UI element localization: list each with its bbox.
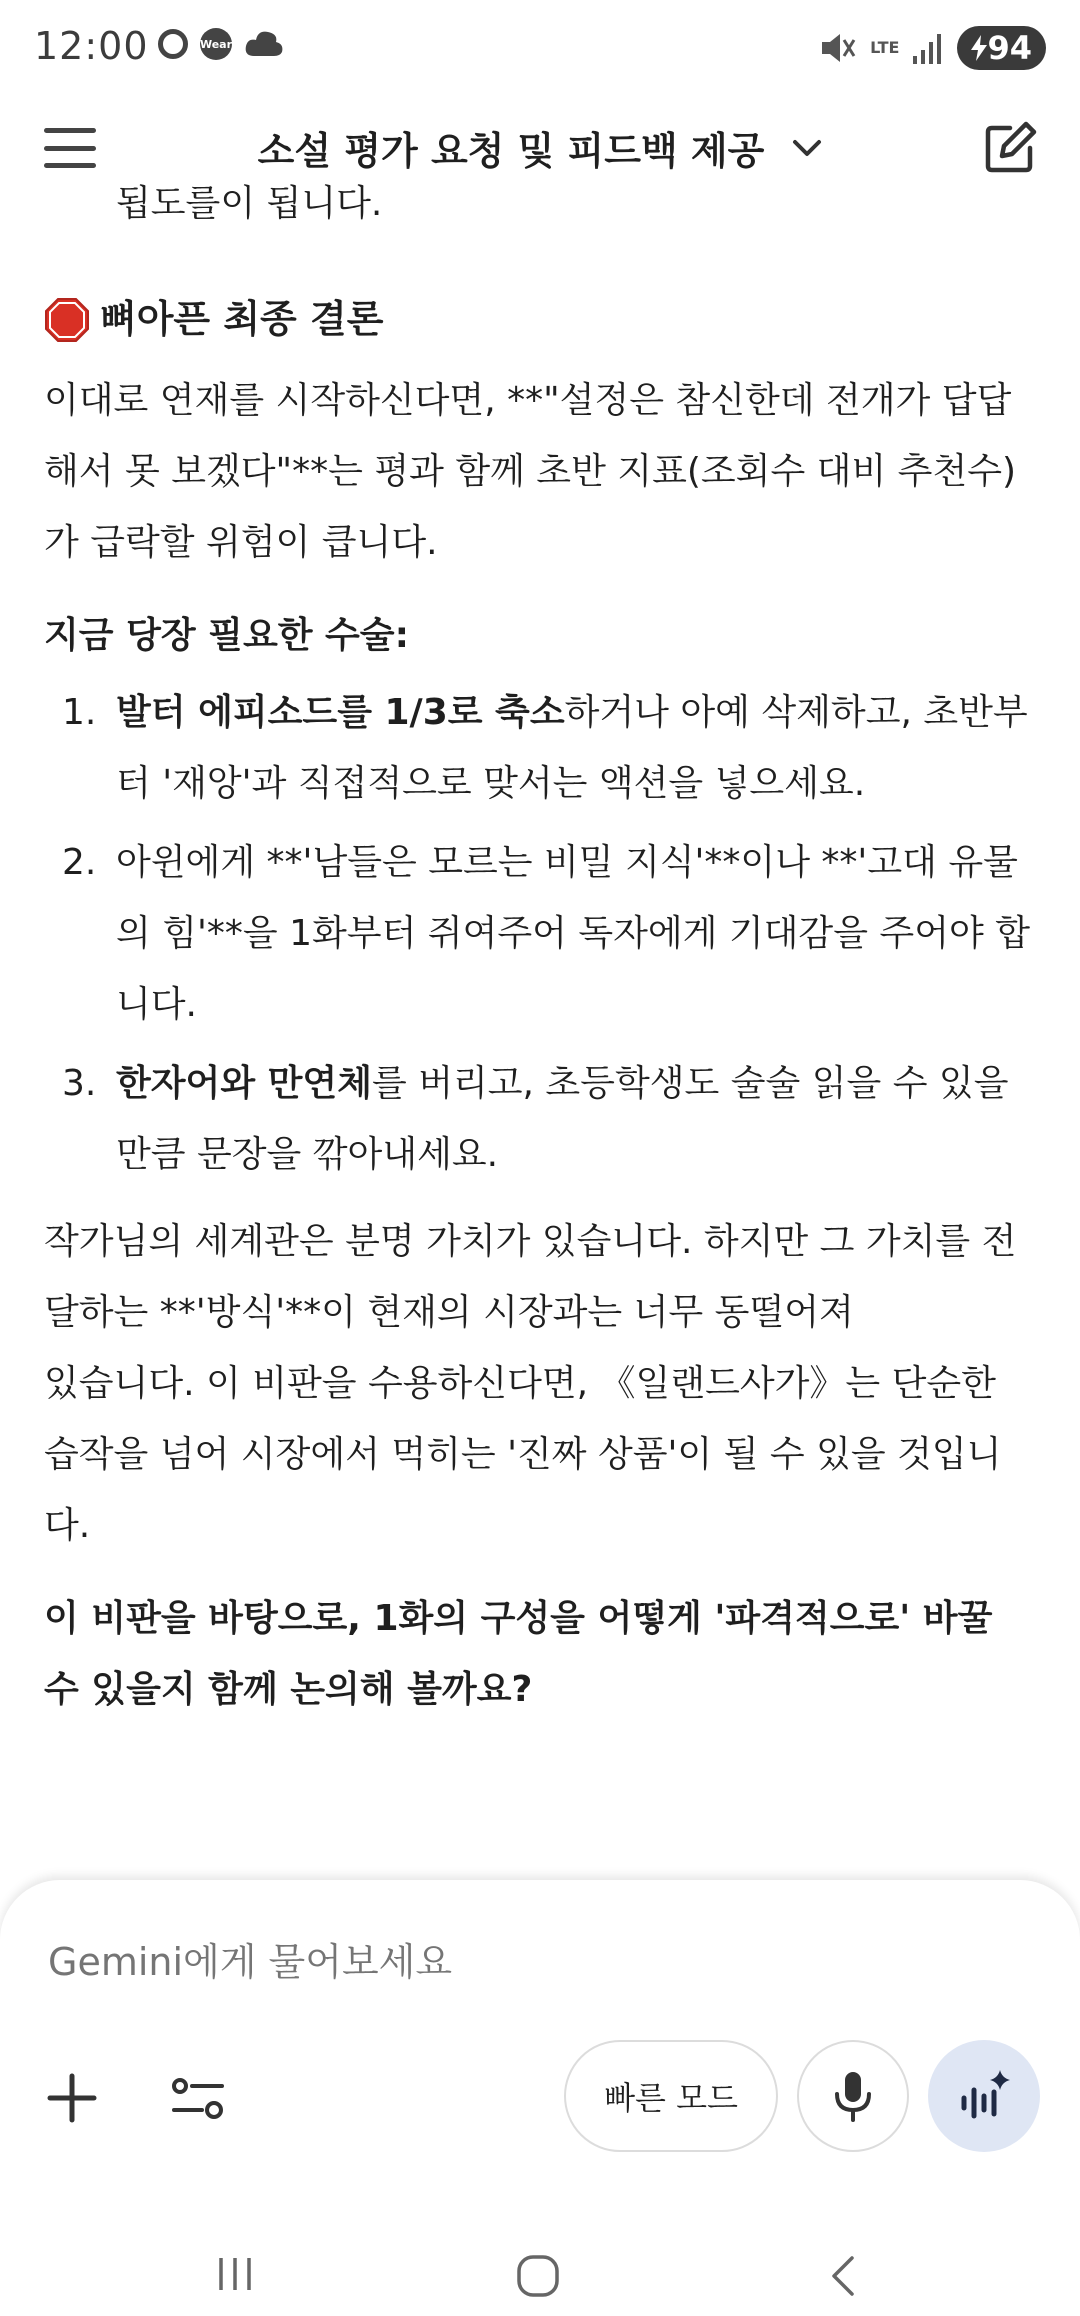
- charging-icon: [971, 35, 987, 61]
- chevron-down-icon: [792, 138, 822, 158]
- fast-mode-label: 빠른 모드: [604, 2079, 738, 2117]
- prompt-input[interactable]: [48, 1940, 948, 1984]
- list-item: [44, 827, 1039, 1040]
- list-number: 1.: [62, 692, 97, 733]
- prompt-panel: [0, 1880, 1080, 2200]
- list-item: [44, 677, 1039, 819]
- list-item: [44, 1048, 1039, 1190]
- wear-icon-label: Wear: [199, 37, 233, 51]
- system-nav-bar: [0, 2200, 1080, 2316]
- stop-sign-icon: [44, 297, 90, 343]
- cloud-icon: [244, 28, 284, 60]
- cut-off-text: 됩도를이 됩니다.: [116, 183, 383, 224]
- network-type: LTE: [870, 38, 900, 57]
- conversation-title: 소설 평가 요청 및 피드백 제공: [257, 129, 765, 173]
- notification-dot-icon: [158, 29, 188, 59]
- closing-question: 이 비판을 바탕으로, 1화의 구성을 어떻게 '파격적으로' 바꿀 수 있을지 함께 논의해 볼까요?: [44, 1598, 993, 1710]
- intro-paragraph: 이대로 연재를 시작하신다면, **"설정은 참신한데 전개가 답답해서 못 보겠다"**는 평과 함께 초반 지표(조회수 대비 추천수)가 급락할 위험이 큽니다.: [44, 380, 1017, 563]
- new-chat-edit-icon[interactable]: [980, 118, 1040, 178]
- live-button[interactable]: [928, 2040, 1040, 2152]
- list-text: 아윈에게 **'남들은 모르는 비밀 지식'**이나 **'고대 유물의 힘'**을 1화부터 쥐여주어 독자에게 기대감을 주어야 합니다.: [116, 842, 1030, 1025]
- status-bar: [0, 0, 1080, 96]
- steps-list: [44, 677, 1039, 1190]
- list-number: 3.: [62, 1063, 97, 1104]
- conversation-title-dropdown[interactable]: [0, 120, 1080, 175]
- microphone-button[interactable]: [797, 2040, 909, 2152]
- signal-icon: [913, 32, 943, 64]
- status-notification-icons: [158, 28, 284, 60]
- microphone-icon: [833, 2070, 873, 2122]
- subheading: 지금 당장 필요한 수술:: [44, 615, 409, 656]
- fast-mode-button[interactable]: [564, 2040, 778, 2152]
- response-content: [44, 183, 1039, 1880]
- wear-icon: [200, 28, 232, 60]
- battery-indicator: [957, 26, 1046, 70]
- add-attachment-icon[interactable]: [44, 2070, 100, 2126]
- heading-text: 뼈아픈 최종 결론: [100, 297, 384, 341]
- worldview-paragraph: 작가님의 세계관은 분명 가치가 있습니다. 하지만 그 가치를 전달하는 **'방식'**이 현재의 시장과는 너무 동떨어져 있습니다. 이 비판을 수용하신다면, 《일랜드사가》는 단순한 습작을 넘어 시장에서 먹히는 '진짜 상품'이 될 수 있을 것입니다.: [44, 1221, 1017, 1546]
- live-sparkle-icon: [956, 2068, 1012, 2124]
- recent-apps-icon[interactable]: [215, 2254, 255, 2294]
- mute-icon: [818, 30, 856, 66]
- home-icon[interactable]: [516, 2254, 560, 2298]
- list-text: 한자어와 만연체를 버리고, 초등학생도 술술 읽을 수 있을 만큼 문장을 깎아내세요.: [116, 1063, 1009, 1175]
- list-text: 발터 에피소드를 1/3로 축소하거나 아예 삭제하고, 초반부터 '재앙'과 직접적으로 맞서는 액션을 넣으세요.: [116, 692, 1028, 804]
- tools-icon[interactable]: [170, 2070, 226, 2126]
- battery-level: 94: [987, 29, 1032, 67]
- list-number: 2.: [62, 842, 97, 883]
- status-time: 12:00: [34, 24, 149, 68]
- status-system-icons: [818, 26, 1046, 70]
- back-icon[interactable]: [822, 2254, 862, 2298]
- conclusion-heading: [44, 284, 1039, 355]
